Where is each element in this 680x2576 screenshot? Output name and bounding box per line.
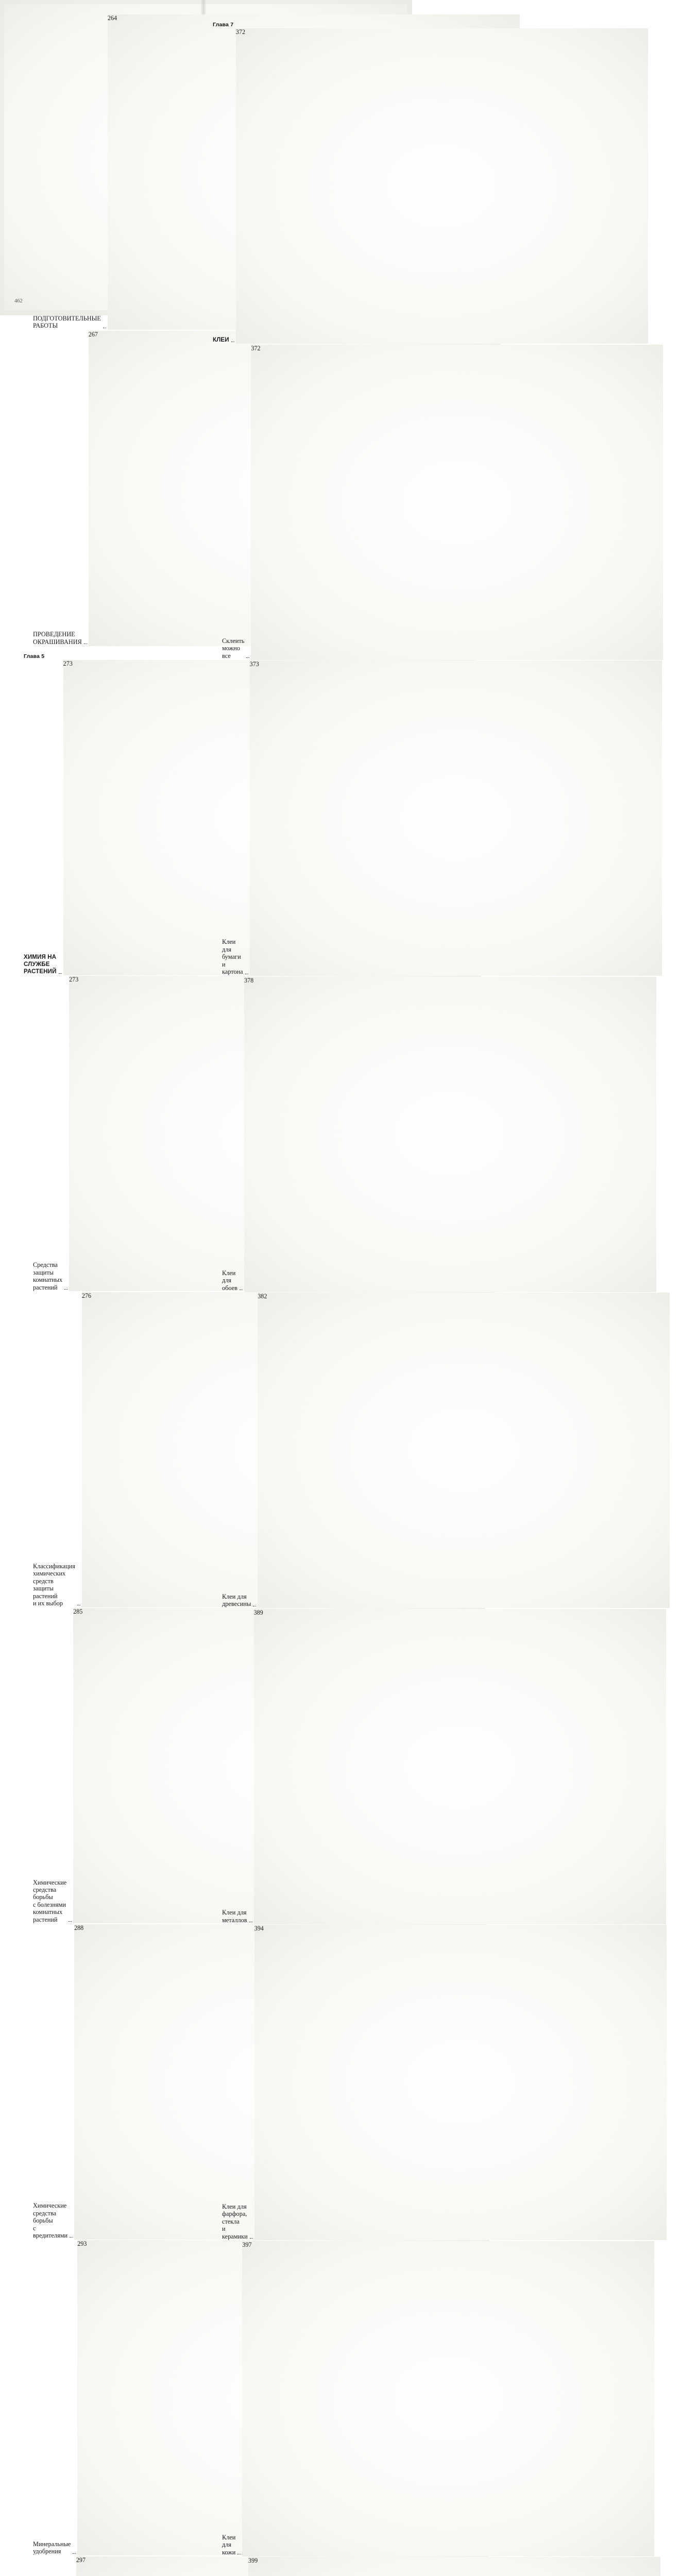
toc-entry-page: 293 (77, 2240, 489, 2555)
toc-entry-page: 394 (254, 1925, 667, 2240)
toc-leader-dots (246, 657, 249, 658)
toc-entry-title: Клеи для древесины (222, 1593, 251, 1608)
toc-entry-title: Клеи для кожи (222, 2534, 235, 2556)
toc-entry-page: 285 (73, 1608, 485, 1923)
toc-entry-page: 267 (89, 331, 501, 646)
toc-entry[interactable] (24, 1924, 191, 2240)
toc-entry[interactable] (213, 2557, 394, 2576)
toc-entry-title: Клеи для металлов (222, 1909, 247, 1924)
toc-entry[interactable] (213, 1925, 394, 2240)
toc-column-right (200, 14, 412, 315)
toc-entry-page: 399 (248, 2557, 660, 2576)
toc-entry-page: 264 (108, 14, 520, 330)
toc-leader-dots (250, 2238, 253, 2239)
toc-leader-dots (253, 1605, 256, 1606)
toc-entry-page: 382 (258, 1293, 670, 1608)
toc-entry[interactable] (213, 2241, 394, 2556)
toc-entry-page: 397 (242, 2241, 654, 2556)
toc-entry-page: 372 (251, 345, 663, 660)
toc-leader-dots (237, 2553, 241, 2554)
toc-entry-title: Склеить можно все (222, 637, 244, 660)
toc-leader-dots (240, 1289, 243, 1290)
toc-entry[interactable] (213, 1609, 394, 1924)
toc-entry[interactable] (213, 660, 394, 976)
toc-entry-title: Клеи для обоев (222, 1269, 237, 1292)
toc-entry-title: ХИМИЯ НА СЛУЖБЕ РАСТЕНИЙ (24, 954, 57, 975)
toc-entry-title: Химические средства борьбы с болезнями комнатных растений (33, 1879, 66, 1923)
toc-leader-dots (70, 2236, 73, 2238)
toc-entry-page: 372 (236, 28, 648, 344)
toc-entry-page: 378 (244, 977, 656, 1292)
toc-entry-title: Средства защиты комнатных растений (33, 1261, 62, 1291)
toc-entry-page: 373 (250, 660, 662, 976)
toc-leader-dots (103, 327, 106, 328)
toc-leader-dots (245, 973, 248, 974)
toc-entry-title: Клеи для бумаги и картона (222, 938, 243, 976)
toc-entry-title: Классификация химических средств защиты растений и их выбор (33, 1563, 75, 1607)
toc-leader-dots (231, 341, 234, 342)
book-page (0, 0, 412, 315)
toc-leader-dots (84, 643, 87, 644)
toc-column-left (0, 14, 200, 315)
toc-leader-dots (59, 973, 62, 974)
toc-entry[interactable] (213, 977, 394, 1292)
toc-entry[interactable] (24, 1608, 191, 1923)
toc-entry[interactable] (24, 1292, 191, 1607)
toc-leader-dots (69, 1921, 72, 1922)
toc-entry-title: КЛЕИ (213, 336, 229, 344)
toc-entry[interactable] (24, 331, 191, 646)
toc-entry[interactable] (24, 14, 191, 330)
toc-entry-title: Клеи для фарфора, стекла и керамики (222, 2203, 248, 2240)
chapter-label: Глава 7 (213, 22, 394, 28)
toc-entry[interactable] (24, 660, 191, 975)
toc-entry-title: ПОДГОТОВИТЕЛЬНЫЕ РАБОТЫ (33, 315, 101, 330)
toc-entry-title: ПРОВЕДЕНИЕ ОКРАШИВАНИЯ (33, 631, 82, 646)
toc-entry-title: Минеральные удобрения (33, 2540, 71, 2555)
toc-leader-dots (73, 2553, 76, 2554)
toc-columns (0, 14, 412, 315)
toc-entry[interactable] (213, 345, 394, 660)
toc-entry[interactable] (24, 976, 191, 1291)
chapter-label: Глава 5 (24, 653, 191, 659)
toc-entry-page: 297 (76, 2556, 488, 2576)
toc-entry-page: 276 (82, 1292, 494, 1607)
toc-entry-title: Химические средства борьбы с вредителями (33, 2202, 67, 2239)
toc-entry-page: 273 (63, 660, 475, 975)
toc-entry[interactable] (213, 28, 394, 344)
toc-leader-dots (249, 1921, 252, 1922)
toc-entry-page: 389 (254, 1609, 666, 1924)
toc-leader-dots (64, 1289, 67, 1290)
toc-entry-page: 273 (69, 976, 481, 1291)
toc-entry[interactable] (24, 2240, 191, 2555)
toc-entry[interactable] (213, 1293, 394, 1608)
toc-leader-dots (77, 1604, 80, 1605)
page-number: 462 (14, 298, 23, 304)
toc-entry[interactable] (24, 2556, 191, 2576)
toc-entry-page: 288 (74, 1924, 486, 2240)
